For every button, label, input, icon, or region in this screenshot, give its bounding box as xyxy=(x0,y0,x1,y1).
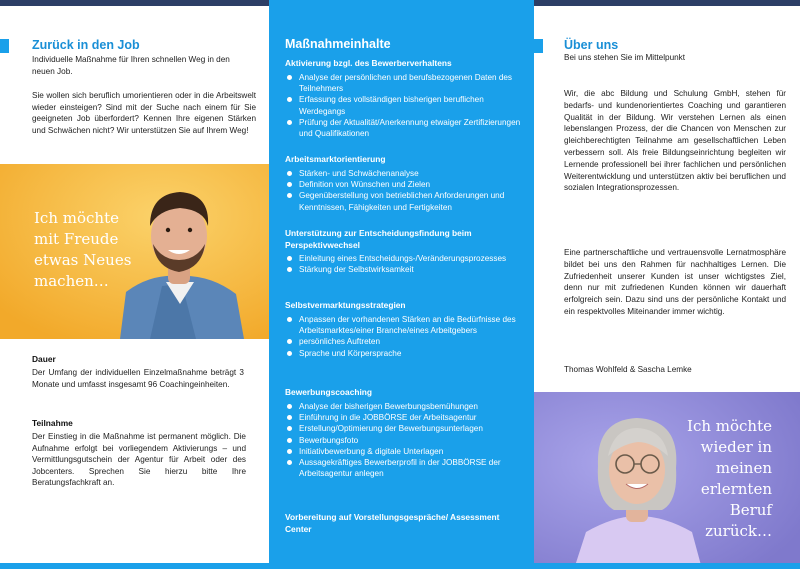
list-item: Analyse der bisherigen Bewerbungsbemühungen xyxy=(285,401,521,412)
section-title: Arbeitsmarktorientierung xyxy=(285,154,386,164)
list-item: Erfassung des vollständigen bisherigen beruflichen Werdegangs xyxy=(285,94,521,116)
section-title: Vorbereitung auf Vorstellungsgespräche/ Assessment Center xyxy=(285,512,500,534)
list-item: Prüfung der Aktualität/Anerkennung etwaiger Zertifizierungen und Qualifikationen xyxy=(285,117,521,139)
section-title: Bewerbungscoaching xyxy=(285,387,373,397)
section-title: Unterstützung zur Entscheidungsfindung beim Perspektivwechsel xyxy=(285,228,472,250)
list-item: Gegenüberstellung von betrieblichen Anforderungen und Kenntnissen, Fähigkeiten und Fertigkeiten xyxy=(285,190,521,212)
right-panel xyxy=(534,6,800,563)
section-list xyxy=(285,168,521,213)
list-item: Stärken- und Schwächenanalyse xyxy=(285,168,521,179)
photo-older-woman xyxy=(534,392,800,569)
left-heading: Zurück in den Job xyxy=(32,38,140,52)
list-item: Einführung in die JOBBÖRSE der Arbeitsagentur xyxy=(285,412,521,423)
section-list xyxy=(285,401,521,479)
list-item: Definition von Wünschen und Zielen xyxy=(285,179,521,190)
section-title: Selbstvermarktungsstrategien xyxy=(285,300,406,310)
list-item: Einleitung eines Entscheidungs-/Veränderungsprozesses xyxy=(285,253,521,264)
list-item: persönliches Auftreten xyxy=(285,336,521,347)
section-list xyxy=(285,72,521,139)
heading-accent-mark xyxy=(0,39,9,53)
dauer-text: Der Umfang der individuellen Einzelmaßnahme beträgt 3 Monate und umfasst insgesamt 96 Coachingeinheiten. xyxy=(32,368,244,389)
teilnahme-text: Der Einstieg in die Maßnahme ist permanent möglich. Die Aufnahme erfolgt bei vorliegendem Aktivierungs – und Vermittlungsgutschein der Agentur für Arbeit oder des Jobcenters. Sprechen Sie hierzu bitte Ihre Beratungsfachkraft an. xyxy=(32,432,246,488)
list-item: Erstellung/Optimierung der Bewerbungsunterlagen xyxy=(285,423,521,434)
list-item: Sprache und Körpersprache xyxy=(285,348,521,359)
list-item: Bewerbungsfoto xyxy=(285,435,521,446)
photo-young-man xyxy=(0,164,269,339)
teilnahme-title: Teilnahme xyxy=(32,418,73,428)
list-item: Analyse der persönlichen und berufsbezogenen Daten des Teilnehmers xyxy=(285,72,521,94)
section-title: Aktivierung bzgl. des Bewerberverhaltens xyxy=(285,58,452,68)
section-list xyxy=(285,314,521,359)
right-paragraph-1: Wir, die abc Bildung und Schulung GmbH, stehen für bedarfs- und kundenorientiertes Coaching und garantieren Qualität in der Bildung. Wir verstehen Lernen als einen lebenslangen Prozess, der die Chancen von Menschen zur gleichberechtigten Teilnahme am gesellschaftlichen Leben verbessern soll. Als freie Bildungseinrichtung begleiten wir Lernende professionell bei ihrer fachlichen und persönlichen Weiterentwicklung und unterstützen aktiv bei beruflichen und sozialen Integrationsprozessen. xyxy=(564,89,786,193)
middle-heading: Maßnahmeinhalte xyxy=(285,37,391,51)
signature: Thomas Wohlfeld & Sascha Lemke xyxy=(564,365,692,374)
list-item: Aussagekräftiges Bewerberprofil in der JOBBÖRSE der Arbeitsagentur anlegen xyxy=(285,457,521,479)
heading-accent-mark xyxy=(534,39,543,53)
middle-panel xyxy=(269,6,534,563)
list-item: Stärkung der Selbstwirksamkeit xyxy=(285,264,521,275)
right-quote: Ich möchte wieder in meinen erlernten Beruf zurück… xyxy=(687,417,772,540)
bottom-bar xyxy=(0,563,800,569)
right-paragraph-2: Eine partnerschaftliche und vertrauensvolle Lernatmosphäre bildet bei uns den Rahmen für nachhaltiges Lernen. Die Zufriedenheit unserer Kunden ist unser wichtigstes Ziel, denn nur mit zufriedenen Kunden können wir dauerhaft erfolgreich sein. Dazu sind uns der persönliche Kontakt und ein respektvolles Miteinander immer wichtig. xyxy=(564,248,786,316)
left-panel xyxy=(0,6,269,563)
left-intro: Individuelle Maßnahme für Ihren schnellen Weg in den neuen Job. xyxy=(32,55,230,76)
dauer-title: Dauer xyxy=(32,354,56,364)
section-list xyxy=(285,253,521,275)
left-quote: Ich möchte mit Freude etwas Neues machen… xyxy=(34,209,132,290)
right-subheading: Bei uns stehen Sie im Mittelpunkt xyxy=(564,53,686,62)
right-heading: Über uns xyxy=(564,38,619,52)
list-item: Anpassen der vorhandenen Stärken an die Bedürfnisse des Arbeitsmarktes/einer Branche/eines Arbeitgebers xyxy=(285,314,521,336)
list-item: Initiativbewerbung & digitale Unterlagen xyxy=(285,446,521,457)
left-paragraph: Sie wollen sich beruflich umorientieren oder in die Arbeitswelt wieder einsteigen? Sind mit der Suche nach einem für Sie geeigneten Job überfordert? Kennen Ihre eigenen Stärken und Schwächen nicht? Wir unterstützen Sie auf Ihrem Weg! xyxy=(32,91,256,135)
